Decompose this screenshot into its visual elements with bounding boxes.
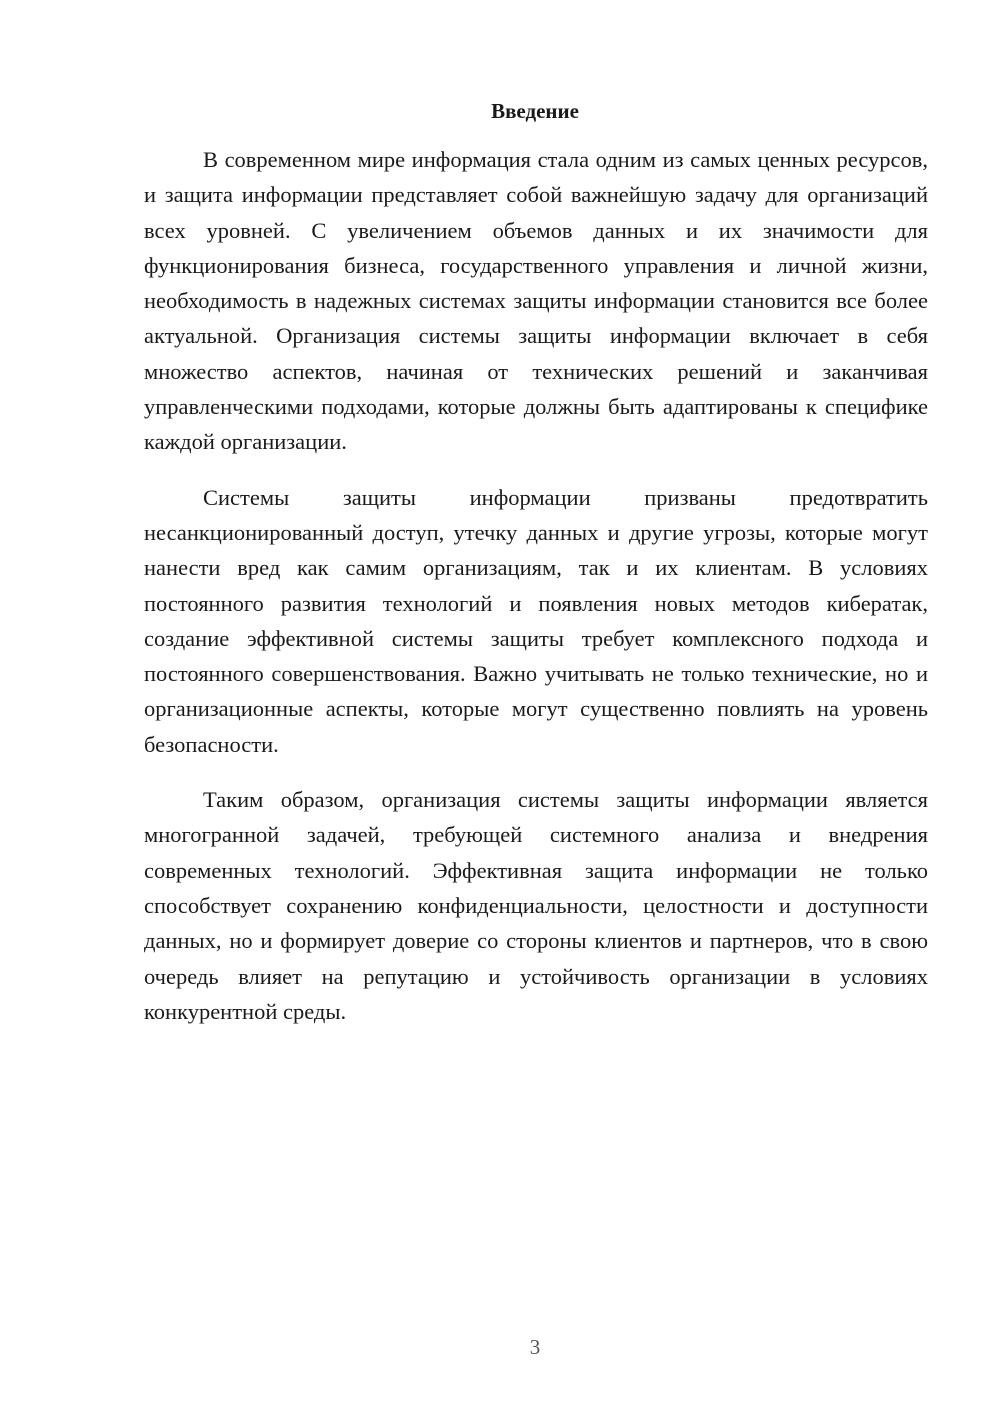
paragraph-2: Системы защиты информации призваны предотвратить несанкционированный доступ, утечку данных и другие угрозы, которые могут нанести вред как самим организациям, так и их клиентам. В условиях постоянного развития технологий и появления новых методов кибератак, создание эффективной системы защиты требует комплексного подхода и постоянного совершенствования. Важно учитывать не только технические, но и организационные аспекты, которые могут существенно повлиять на уровень безопасности. — [144, 484, 928, 757]
body-text — [144, 142, 928, 1049]
page-number: 3 — [529, 1335, 541, 1359]
paragraph-3: Таким образом, организация системы защиты информации является многогранной задачей, требующей системного анализа и внедрения современных технологий. Эффективная защита информации не только способствует сохранению конфиденциальности, целостности и доступности данных, но и формирует доверие со стороны клиентов и партнеров, что в свою очередь влияет на репутацию и устойчивость организации в условиях конкурентной среды. — [144, 787, 928, 1024]
section-heading: Введение — [491, 99, 579, 123]
paragraph-1: В современном мире информация стала одним из самых ценных ресурсов, и защита информации представляет собой важнейшую задачу для организаций всех уровней. С увеличением объемов данных и их значимости для функционирования бизнеса, государственного управления и личной жизни, необходимость в надежных системах защиты информации становится все более актуальной. Организация системы защиты информации включает в себя множество аспектов, начиная от технических решений и заканчивая управленческими подходами, которые должны быть адаптированы к специфике каждой организации. — [144, 147, 928, 455]
